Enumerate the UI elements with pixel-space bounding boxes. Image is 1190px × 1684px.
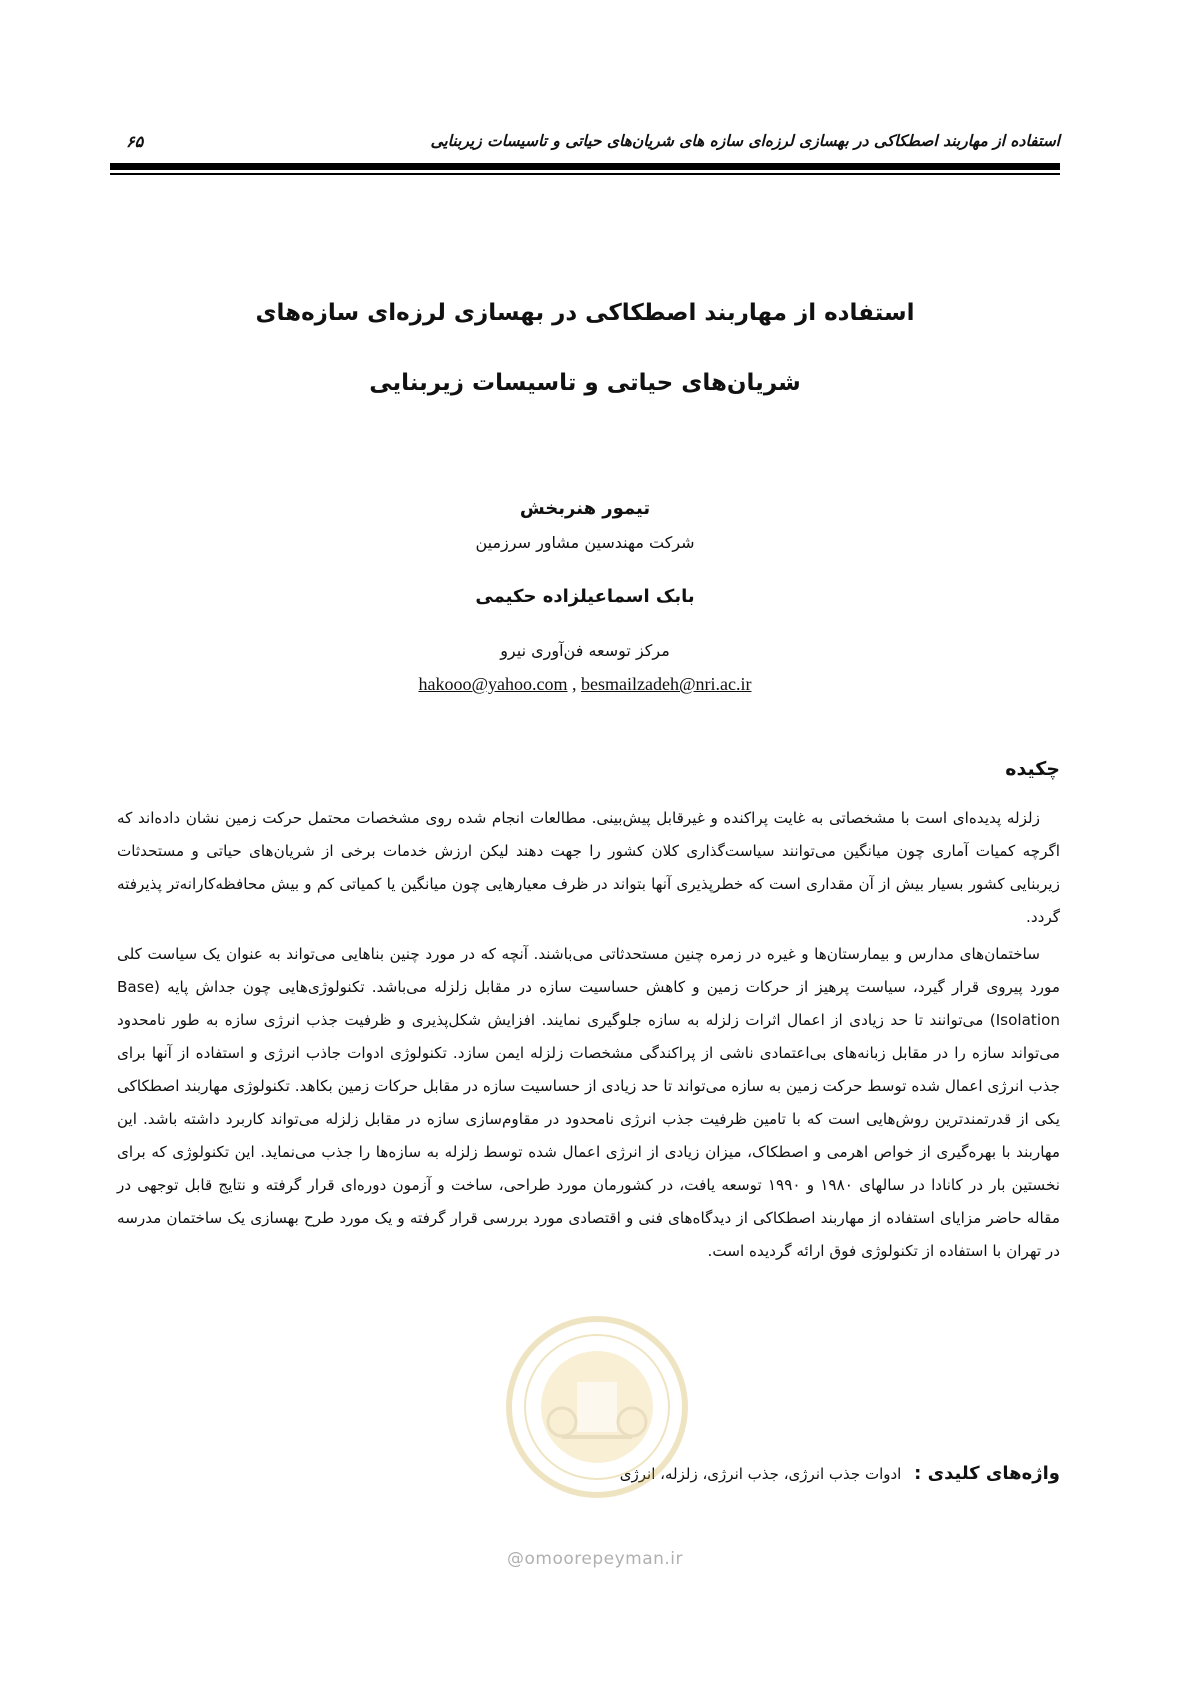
- email-link[interactable]: besmailzadeh@nri.ac.ir: [581, 674, 752, 694]
- abstract-heading: چکیده: [1005, 758, 1060, 780]
- keywords-value: ادوات جذب انرژی، جذب انرژی، زلزله، انرژی: [619, 1465, 902, 1483]
- email-separator: ,: [567, 674, 582, 694]
- abstract-paragraph: ساختمان‌های مدارس و بیمارستان‌ها و غیره در زمره چنین مستحدثاتی می‌باشند. آنچه که در مورد چنین بناهایی می‌تواند به عنوان یک سیاست کلی مورد پیروی قرار گیرد، سیاست پرهیز از حرکات زمین و کاهش حساسیت سازه در مقابل زلزله می‌باشد. تکنولوژی‌هایی چون جداش پایه (Base Isolation) می‌توانند تا حد زیادی از اعمال اثرات زلزله به سازه جلوگیری نمایند. افزایش شکل‌پذیری و ظرفیت جذب انرژی سازه به طور نامحدود می‌تواند سازه را در مقابل زبانه‌های بی‌اعتمادی ناشی از پراکندگی مشخصات زلزله ایمن سازد. تکنولوژی ادوات جاذب انرژی و استفاده از آنها برای جذب انرژی اعمال شده توسط حرکت زمین به سازه می‌تواند تا حد زیادی از حساسیت سازه در مقابل حرکات زمین بکاهد. تکنولوژی مهاربند اصطکاکی یکی از قدرتمندترین روش‌هایی است که با تامین ظرفیت جذب انرژی نامحدود در مقاوم‌سازی سازه در مقابل زلزله می‌تواند کاربرد داشته باشد. این مهاربند با بهره‌گیری از خواص اهرمی و اصطکاک، میزان زیادی از انرژی اعمال شده توسط زلزله به سازه‌ها را جذب می‌نماید. این تکنولوژی که برای نخستین بار در کانادا در سالهای ۱۹۸۰ و ۱۹۹۰ توسعه یافت، در کشورمان مورد طراحی، ساخت و آزمون دوره‌ای قرار گرفته و نتایج قابل توجهی در مقاله حاضر مزایای استفاده از مهاربند اصطکاکی از دیدگاه‌های فنی و اقتصادی مورد بررسی قرار گرفته و یک مورد طرح بهسازی یک ساختمان مدرسه در تهران با استفاده از تکنولوژی فوق ارائه گردیده است.: [117, 945, 1060, 1260]
- header-rule: [110, 163, 1060, 170]
- keywords: [620, 1463, 1060, 1484]
- title-line-2: شریان‌های حیاتی و تاسیسات زیربنایی: [369, 370, 801, 396]
- abstract-body: [117, 802, 1060, 1268]
- email-link[interactable]: hakooo@yahoo.com: [418, 674, 568, 694]
- keywords-label: واژه‌های کلیدی :: [914, 1463, 1060, 1484]
- watermark-text: @omoorepeyman.ir: [506, 1549, 684, 1569]
- authors-block: [110, 497, 1060, 697]
- running-title: استفاده از مهاربند اصطکاکی در بهسازی لرزه‌ای سازه های شریان‌های حیاتی و تاسیسات زیربنایی: [430, 132, 1060, 150]
- author-affiliation: مرکز توسعه فن‌آوری نیرو: [500, 641, 670, 660]
- running-header: [110, 128, 1060, 158]
- author-emails: [110, 671, 1060, 697]
- title-line-1: استفاده از مهاربند اصطکاکی در بهسازی لرزه‌ای سازه‌های: [255, 300, 915, 326]
- paper-title: [110, 298, 1060, 438]
- header-rule-thin: [110, 173, 1060, 175]
- page-number: ۶۵: [126, 132, 144, 151]
- abstract-paragraph: زلزله پدیده‌ای است با مشخصاتی به غایت پراکنده و غیرقابل پیش‌بینی. مطالعات انجام شده روی مشخصات محتمل حرکت زمین نشان داده‌اند که اگرچه کمیات آماری چون میانگین می‌توانند سیاست‌گذاری کلان کشور را جهت دهند لیکن ارزش خدمات برخی از شریان‌های حیاتی و مستحدثات زیربنایی کشور بسیار بیش از آن مقداری است که خطرپذیری آنها بتواند در ظرف معیارهایی چون میانگین یا کمیاتی کم و بیش محافظه‌کارانه‌تر پذیرفته گردد.: [117, 809, 1060, 926]
- author-name: بابک اسماعیلزاده حکیمی: [475, 586, 695, 607]
- author-name: تیمور هنربخش: [519, 498, 651, 519]
- author-affiliation: شرکت مهندسین مشاور سرزمین: [475, 533, 695, 552]
